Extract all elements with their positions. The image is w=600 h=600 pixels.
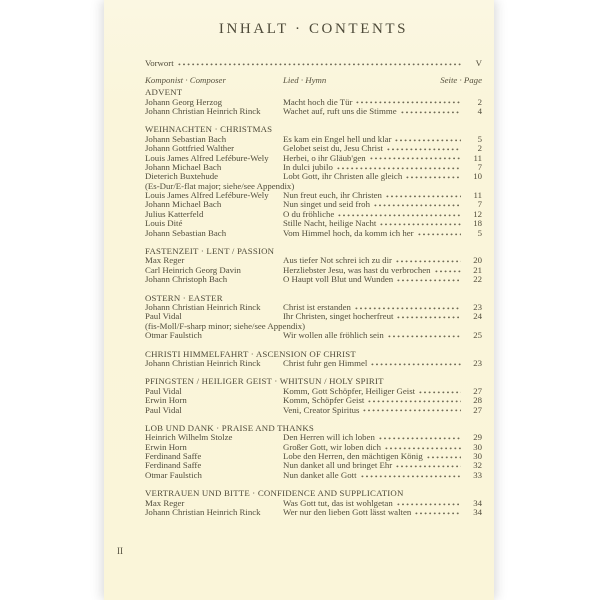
hymn-cell: In dulci jubilo bbox=[283, 161, 333, 172]
page-number-cell: 33 bbox=[473, 469, 482, 480]
composer-cell: Max Reger bbox=[145, 256, 185, 266]
hymn-cell: Nun danket all und bringet Ehr bbox=[283, 460, 393, 471]
dot-leader bbox=[396, 256, 461, 264]
dot-leader bbox=[386, 191, 461, 199]
sections bbox=[145, 88, 482, 517]
hymn-cell: Nun freut euch, ihr Christen bbox=[283, 190, 382, 201]
composer-cell: Johann Christian Heinrich Rinck bbox=[145, 303, 261, 312]
hymn-cell: Herzliebster Jesu, was hast du verbrochen bbox=[283, 264, 431, 275]
vorwort-dot-leader bbox=[178, 59, 461, 68]
composer-cell: Erwin Horn bbox=[145, 442, 187, 452]
hymn-cell: Komm, Schöpfer Geist bbox=[283, 395, 365, 406]
dot-leader bbox=[415, 508, 461, 516]
composer-cell: Carl Heinrich Georg Davin bbox=[145, 265, 241, 275]
page-number-cell: 21 bbox=[473, 264, 482, 275]
composer-cell: Johann Christian Heinrich Rinck bbox=[145, 508, 261, 518]
page-number-cell: 28 bbox=[473, 395, 482, 406]
hymn-cell: Wachet auf, ruft uns die Stimme bbox=[283, 105, 397, 116]
dot-leader bbox=[371, 359, 461, 367]
page-number-cell: 2 bbox=[477, 143, 482, 154]
composer-cell: Ferdinand Saffe bbox=[145, 461, 202, 471]
toc-row bbox=[145, 359, 482, 368]
toc-section bbox=[145, 377, 482, 415]
page-number-cell: 23 bbox=[473, 302, 482, 312]
column-header-page: Seite · Page bbox=[440, 74, 482, 85]
hymn-cell: Christ ist erstanden bbox=[283, 302, 351, 312]
composer-cell: Otmar Faulstich bbox=[145, 331, 202, 341]
composer-cell: Johann Georg Herzog bbox=[145, 97, 223, 107]
page-number-cell: 18 bbox=[473, 218, 482, 229]
page-number-cell: 4 bbox=[477, 105, 482, 116]
dot-leader bbox=[379, 433, 461, 441]
section-heading: FASTENZEIT · LENT / PASSION bbox=[145, 246, 275, 257]
hymn-cell: Veni, Creator Spiritus bbox=[283, 404, 360, 415]
hymn-cell: Lobt Gott, ihr Christen alle gleich bbox=[283, 171, 403, 182]
composer-cell: Johann Gottfried Walther bbox=[145, 144, 235, 154]
page-number-cell: 24 bbox=[473, 311, 482, 322]
page-number-cell: 30 bbox=[473, 451, 482, 462]
toc-section bbox=[145, 294, 482, 341]
dot-leader bbox=[435, 266, 461, 274]
hymn-cell: Christ fuhr gen Himmel bbox=[283, 357, 368, 368]
composer-cell: Paul Vidal bbox=[145, 312, 182, 322]
page-number-cell: 27 bbox=[473, 404, 482, 415]
composer-cell: Heinrich Wilhelm Stolze bbox=[145, 433, 233, 443]
section-heading: WEIHNACHTEN · CHRISTMAS bbox=[145, 124, 273, 135]
hymn-cell: Herbei, o ihr Gläub'gen bbox=[283, 152, 366, 163]
footer-page-number: II bbox=[117, 546, 123, 556]
dot-leader bbox=[370, 154, 461, 162]
page-number-cell: 11 bbox=[473, 190, 482, 201]
page-number-cell: 30 bbox=[473, 441, 482, 452]
page-number-cell: 5 bbox=[477, 227, 482, 238]
dot-leader bbox=[337, 163, 461, 171]
toc-row bbox=[145, 229, 482, 238]
dot-leader bbox=[397, 499, 461, 507]
dot-leader bbox=[368, 396, 461, 404]
page-number-cell: 29 bbox=[473, 432, 482, 443]
page-number-cell: 27 bbox=[473, 385, 482, 396]
page-number-cell: 7 bbox=[477, 199, 482, 210]
column-header-composer: Komponist · Composer bbox=[145, 74, 226, 85]
hymn-cell: Es kam ein Engel hell und klar bbox=[283, 133, 392, 144]
dot-leader bbox=[338, 210, 461, 218]
toc-content bbox=[104, 0, 494, 517]
toc-section bbox=[145, 489, 482, 517]
section-heading: CHRISTI HIMMELFAHRT · ASCENSION OF CHRIST bbox=[145, 348, 356, 359]
composer-cell: Johann Michael Bach bbox=[145, 162, 222, 172]
hymn-cell: Stille Nacht, heilige Nacht bbox=[283, 218, 377, 229]
page-number-cell: 22 bbox=[473, 274, 482, 285]
page-title: INHALT · CONTENTS bbox=[218, 21, 409, 37]
dot-leader bbox=[361, 471, 461, 479]
toc-row bbox=[145, 508, 482, 517]
composer-cell: Max Reger bbox=[145, 498, 185, 508]
toc-section bbox=[145, 247, 482, 285]
toc-row bbox=[145, 107, 482, 116]
hymn-cell: Komm, Gott Schöpfer, Heiliger Geist bbox=[283, 385, 416, 396]
dot-leader bbox=[385, 443, 461, 451]
page-number-cell: 34 bbox=[473, 497, 482, 508]
hymn-cell: Wir wollen alle fröhlich sein bbox=[283, 330, 384, 341]
composer-cell: Paul Vidal bbox=[145, 386, 182, 396]
composer-cell: Julius Katterfeld bbox=[145, 209, 204, 219]
toc-section bbox=[145, 350, 482, 369]
composer-cell: Johann Christian Heinrich Rinck bbox=[145, 358, 261, 368]
composer-cell: Johann Christian Heinrich Rinck bbox=[145, 106, 261, 116]
composer-cell: Louis James Alfred Lefébure-Wely bbox=[145, 191, 269, 201]
dot-leader bbox=[419, 387, 461, 395]
dot-leader bbox=[397, 275, 461, 283]
toc-row bbox=[145, 471, 482, 480]
section-heading: ADVENT bbox=[145, 87, 183, 98]
column-header-row bbox=[145, 76, 482, 86]
dot-leader bbox=[387, 144, 461, 152]
hymn-cell: Aus tiefer Not schrei ich zu dir bbox=[283, 255, 392, 266]
page-number-cell: 25 bbox=[473, 330, 482, 341]
dot-leader bbox=[396, 461, 461, 469]
dot-leader bbox=[401, 107, 461, 115]
vorwort-label: Vorwort bbox=[145, 58, 174, 68]
hymn-cell: Gelobet seist du, Jesu Christ bbox=[283, 143, 383, 154]
hymn-cell: Großer Gott, wir loben dich bbox=[283, 441, 381, 452]
page-number-cell: 20 bbox=[473, 255, 482, 266]
dot-leader bbox=[418, 229, 461, 237]
page-number-cell: 2 bbox=[477, 96, 482, 107]
page-number-cell: 34 bbox=[473, 507, 482, 518]
composer-cell: Johann Sebastian Bach bbox=[145, 228, 227, 238]
page-number-cell: 11 bbox=[473, 152, 482, 163]
dot-leader bbox=[406, 172, 461, 180]
vorwort-page-number: V bbox=[475, 58, 482, 68]
column-header-hymn: Lied · Hymn bbox=[283, 74, 327, 85]
section-heading: OSTERN · EASTER bbox=[145, 292, 223, 303]
dot-leader bbox=[397, 312, 461, 320]
page-number-cell: 7 bbox=[477, 161, 482, 172]
hymn-cell: Nun singet und seid froh bbox=[283, 199, 370, 210]
toc-row bbox=[145, 406, 482, 415]
composer-cell: Johann Michael Bach bbox=[145, 200, 222, 210]
hymn-cell: Vom Himmel hoch, da komm ich her bbox=[283, 227, 414, 238]
toc-section bbox=[145, 88, 482, 116]
toc-section bbox=[145, 424, 482, 480]
dot-leader bbox=[395, 135, 461, 143]
paper-page bbox=[104, 0, 494, 600]
page-number-cell: 5 bbox=[477, 133, 482, 144]
hymn-cell: O du fröhliche bbox=[283, 208, 335, 219]
composer-cell: Dieterich Buxtehude bbox=[145, 172, 219, 182]
hymn-cell: Den Herren will ich loben bbox=[283, 432, 375, 443]
section-heading: VERTRAUEN UND BITTE · CONFIDENCE AND SUPPLICATION bbox=[145, 488, 404, 499]
dot-leader bbox=[427, 452, 461, 460]
hymn-cell: Nun danket alle Gott bbox=[283, 469, 357, 480]
hymn-cell: O Haupt voll Blut und Wunden bbox=[283, 274, 394, 285]
hymn-cell: Was Gott tut, das ist wohlgetan bbox=[283, 497, 393, 508]
composer-cell: Louis James Alfred Lefébure-Wely bbox=[145, 153, 269, 163]
dot-leader bbox=[363, 406, 461, 414]
dot-leader bbox=[356, 98, 461, 106]
composer-cell: Johann Christoph Bach bbox=[145, 275, 228, 285]
composer-cell: Ferdinand Saffe bbox=[145, 452, 202, 462]
composer-cell: Otmar Faulstich bbox=[145, 470, 202, 480]
key-note-row: (fis-Moll/F-sharp minor; siehe/see Appendix) bbox=[145, 320, 306, 331]
composer-cell: Erwin Horn bbox=[145, 396, 187, 406]
page-number-cell: 12 bbox=[473, 208, 482, 219]
dot-leader bbox=[380, 219, 461, 227]
composer-cell: Johann Sebastian Bach bbox=[145, 134, 227, 144]
section-heading: LOB UND DANK · PRAISE AND THANKS bbox=[145, 422, 314, 433]
key-note-row: (Es-Dur/E-flat major; siehe/see Appendix) bbox=[145, 180, 295, 191]
dot-leader bbox=[388, 331, 461, 339]
toc-section bbox=[145, 125, 482, 238]
composer-cell: Louis Dité bbox=[145, 219, 183, 229]
hymn-cell: Wer nur den lieben Gott lässt walten bbox=[283, 507, 412, 518]
dot-leader bbox=[374, 200, 461, 208]
toc-row bbox=[145, 275, 482, 284]
hymn-cell: Lobe den Herren, den mächtigen König bbox=[283, 451, 423, 462]
page-number-cell: 10 bbox=[473, 171, 482, 182]
composer-cell: Paul Vidal bbox=[145, 405, 182, 415]
dot-leader bbox=[355, 303, 461, 311]
hymn-cell: Macht hoch die Tür bbox=[283, 96, 353, 107]
page-number-cell: 32 bbox=[473, 460, 482, 471]
vorwort-row bbox=[145, 59, 482, 69]
section-heading: PFINGSTEN / HEILIGER GEIST · WHITSUN / HOLY SPIRIT bbox=[145, 376, 384, 387]
toc-row bbox=[145, 331, 482, 340]
hymn-cell: Ihr Christen, singet hocherfreut bbox=[283, 311, 394, 322]
page-number-cell: 23 bbox=[473, 357, 482, 368]
